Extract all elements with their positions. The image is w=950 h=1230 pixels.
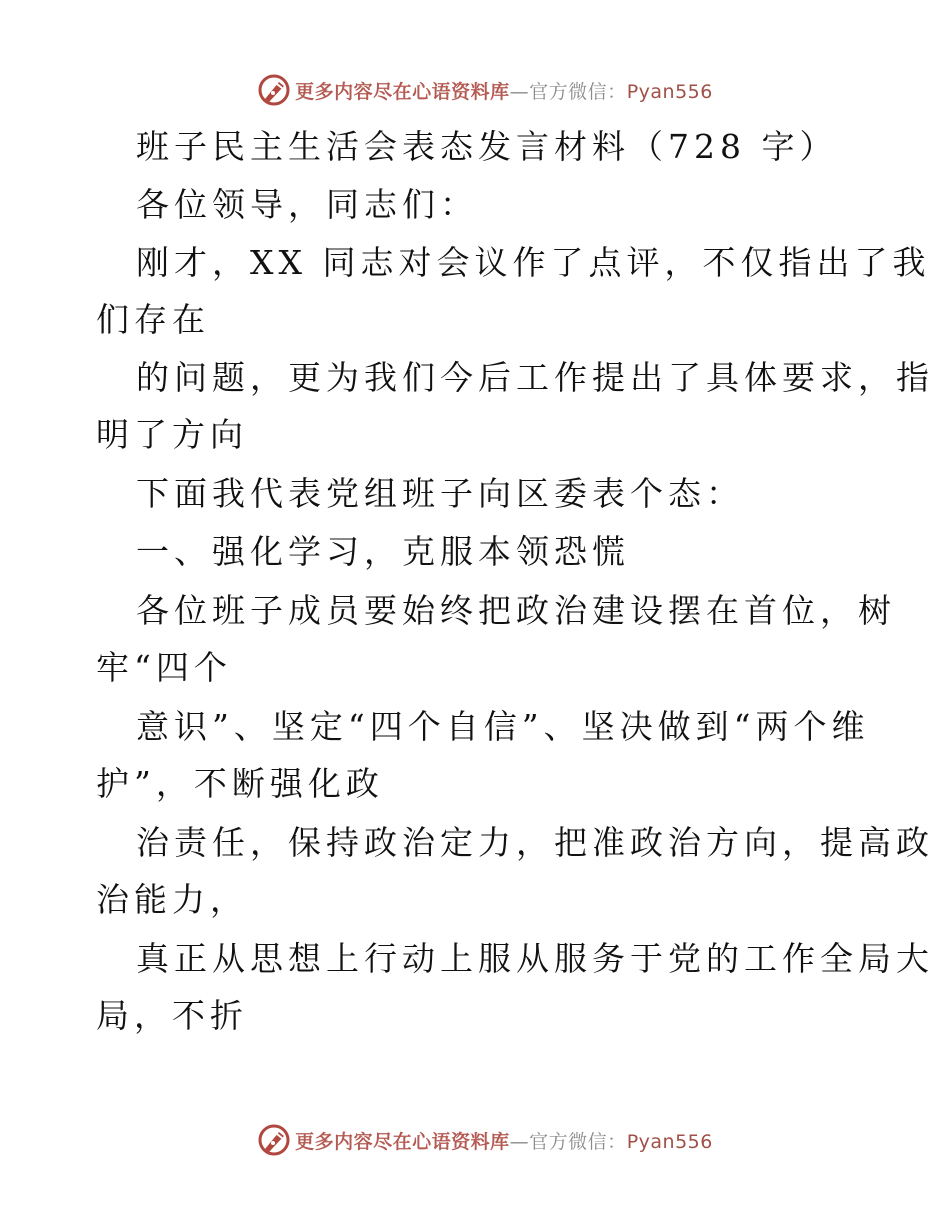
paragraph-2-line-1: 的问题，更为我们今后工作提出了具体要求，指 bbox=[136, 358, 934, 397]
footer-banner-inner bbox=[257, 1123, 713, 1157]
footer-banner-wechat-label: —官方微信： bbox=[509, 1130, 627, 1153]
footer-banner-wechat-id: Pyan556 bbox=[626, 1130, 713, 1153]
header-banner-wechat-label: —官方微信： bbox=[509, 80, 627, 103]
paragraph-1-line-1: 刚才，XX 同志对会议作了点评，不仅指出了我 bbox=[136, 243, 931, 282]
paragraph-7-line-2: 治能力， bbox=[96, 880, 248, 919]
paragraph-7-line-1: 治责任，保持政治定力，把准政治方向，提高政 bbox=[136, 823, 934, 862]
greeting-text: 各位领导，同志们： bbox=[136, 185, 478, 224]
paragraph-6-line-2: 护”，不断强化政 bbox=[96, 764, 384, 803]
footer-banner-title: 更多内容尽在心语资料库 bbox=[295, 1130, 510, 1153]
paragraph-3-line-1: 下面我代表党组班子向区委表个态： bbox=[136, 474, 744, 513]
header-banner-text bbox=[295, 77, 713, 104]
paragraph-8-line-1: 真正从思想上行动上服从服务于党的工作全局大 bbox=[136, 939, 934, 978]
paragraph-6-line-1: 意识”、坚定“四个自信”、坚决做到“两个维 bbox=[136, 707, 870, 746]
header-banner-inner bbox=[257, 73, 713, 107]
paragraph-2-line-2: 明了方向 bbox=[96, 415, 248, 454]
section-heading-1-text: 一、强化学习，克服本领恐慌 bbox=[136, 532, 630, 571]
document-title-text: 班子民主生活会表态发言材料（728 字） bbox=[136, 127, 838, 166]
footer-banner bbox=[0, 1120, 950, 1160]
header-banner-title: 更多内容尽在心语资料库 bbox=[295, 80, 510, 103]
header-banner-wechat-id: Pyan556 bbox=[626, 80, 713, 103]
pen-nib-logo-icon bbox=[257, 1123, 291, 1157]
paragraph-1-line-2: 们存在 bbox=[96, 300, 210, 339]
footer-banner-text bbox=[295, 1127, 713, 1154]
paragraph-8-line-2: 局，不折 bbox=[96, 996, 248, 1035]
paragraph-5-line-2: 牢“四个 bbox=[96, 648, 232, 687]
header-banner bbox=[0, 70, 950, 110]
pen-nib-logo-icon bbox=[257, 73, 291, 107]
paragraph-5-line-1: 各位班子成员要始终把政治建设摆在首位，树 bbox=[136, 591, 896, 630]
